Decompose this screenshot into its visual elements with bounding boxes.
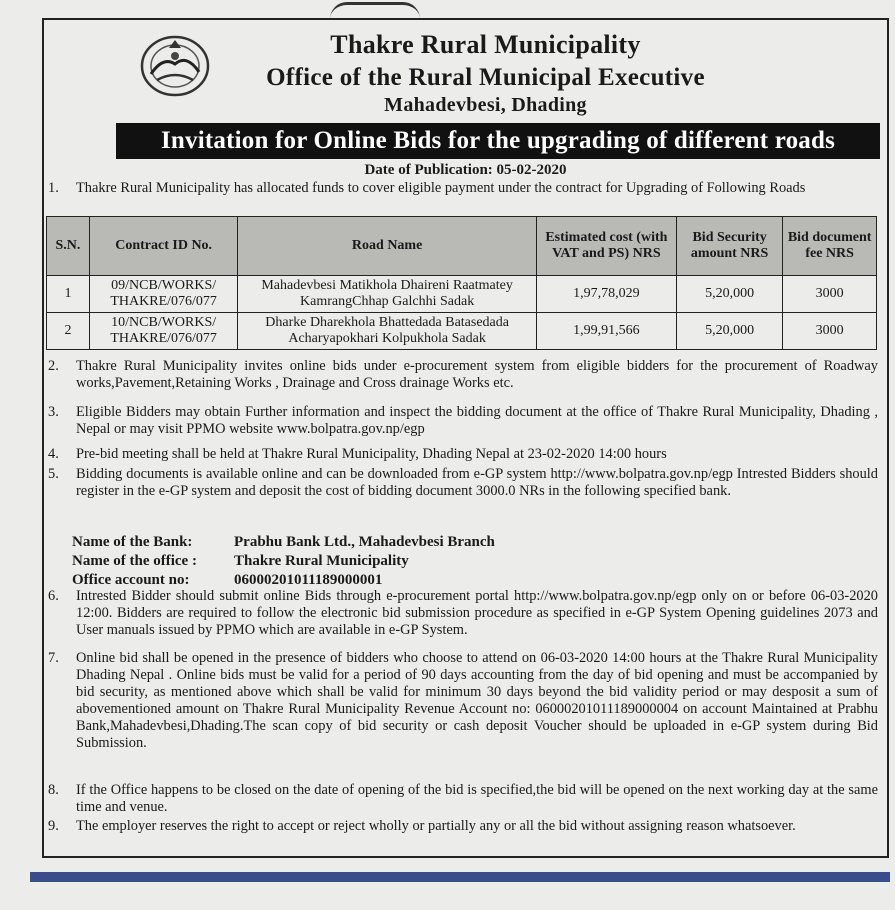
header-estimated-cost: Estimated cost (with VAT and PS) NRS: [536, 217, 676, 276]
cell-estimated-cost: 1,99,91,566: [536, 313, 676, 350]
office-name-value: Thakre Rural Municipality: [234, 553, 409, 569]
publication-date: Date of Publication: 05-02-2020: [364, 162, 567, 178]
paragraph-text: Thakre Rural Municipality invites online bids under e-procurement system from eligible bidders for the procurement of Roadway works,Pavement,Retaining Works , Drainage and Cross drainage Works etc.: [76, 358, 878, 391]
roads-table: [46, 216, 877, 350]
notice-title-banner: Invitation for Online Bids for the upgrading of different roads: [116, 123, 880, 159]
cell-road-name: Dharke Dharekhola Bhattedada Batasedada Acharyapokhari Kolpukhola Sadak: [238, 313, 536, 350]
bottom-color-strip: [30, 872, 890, 882]
cell-document-fee: 3000: [783, 313, 877, 350]
municipality-name: Thakre Rural Municipality: [330, 30, 641, 59]
cell-bid-security: 5,20,000: [676, 313, 782, 350]
paragraph-text: Intrested Bidder should submit online Bids through e-procurement portal http://www.bolpatra.gov.np/egp only on or before 06-03-2020 12:00. Bidders are required to follow the electronic bid submission procedure as specified in e-GP System Opening guidelines 2073 and User manuals issued by PPMO which are available in e-GP System.: [76, 588, 878, 638]
table-row: [47, 313, 877, 350]
paragraph-3: [50, 404, 878, 438]
header-sn: S.N.: [47, 217, 90, 276]
paragraph-4: [50, 446, 878, 463]
paragraph-text: The employer reserves the right to accept or reject wholly or partially any or all the bid without assigning reason whatsoever.: [76, 818, 796, 834]
paragraph-text: Pre-bid meeting shall be held at Thakre Rural Municipality, Dhading Nepal at 23-02-2020 14:00 hours: [76, 446, 667, 462]
paragraph-text: Eligible Bidders may obtain Further information and inspect the bidding document at the office of Thakre Rural Municipality, Dhading , Nepal or may visit PPMO website www.bolpatra.gov.np/egp: [76, 404, 878, 437]
cell-road-name: Mahadevbesi Matikhola Dhaireni Raatmatey KamrangChhap Galchhi Sadak: [238, 276, 536, 313]
bank-name-label: Name of the Bank:: [72, 534, 193, 550]
notice-header: [44, 20, 887, 120]
account-value: 06000201011189000001: [234, 572, 383, 588]
account-label: Office account no:: [72, 572, 190, 588]
header-document-fee: Bid document fee NRS: [783, 217, 877, 276]
header-bid-security: Bid Security amount NRS: [676, 217, 782, 276]
cell-contract-id: 09/NCB/WORKS/ THAKRE/076/077: [89, 276, 238, 313]
paragraph-number: 7.: [48, 650, 59, 666]
torn-edge-mark: [330, 2, 420, 19]
paragraph-number: 3.: [48, 404, 59, 420]
paragraph-text: Online bid shall be opened in the presence of bidders who choose to attend on 06-03-2020 14:00 hours at the Thakre Rural Municipality Dhading Nepal . Online bids must be valid for a period of 90 days accounting from the day of bid opening and must be accompanied by bid security, as mentioned above which shall be valid for minimum 30 days beyond the bid validity period or may desposit a sum of abovementioned amount on Thakre Rural Municipality Revenue Account no: 06000201011189000004 on account Maintained at Prabhu Bank,Mahadevbesi,Dhading.The scan copy of bid security or cash deposit Voucher should be uploaded in e-GP system during Bid Submission.: [76, 650, 878, 751]
paragraph-number: 9.: [48, 818, 59, 834]
paragraph-7: [50, 650, 878, 752]
cell-document-fee: 3000: [783, 276, 877, 313]
paragraph-text: If the Office happens to be closed on the date of opening of the bid is specified,the bid will be opened on the next working day at the same time and venue.: [76, 782, 878, 815]
cell-sn: 2: [47, 313, 90, 350]
cell-contract-id: 10/NCB/WORKS/ THAKRE/076/077: [89, 313, 238, 350]
paragraph-2: [50, 358, 878, 392]
paragraph-9: [50, 818, 878, 835]
paragraph-1: [50, 180, 878, 197]
bank-name-value: Prabhu Bank Ltd., Mahadevbesi Branch: [234, 534, 495, 550]
office-location: Mahadevbesi, Dhading: [384, 94, 587, 116]
table-header-row: [47, 217, 877, 276]
paragraph-8: [50, 782, 878, 816]
paragraph-text: Thakre Rural Municipality has allocated funds to cover eligible payment under the contract for Upgrading of Following Roads: [76, 180, 806, 196]
office-name: Office of the Rural Municipal Executive: [266, 64, 705, 91]
office-name-label: Name of the office :: [72, 553, 197, 569]
header-contract-id: Contract ID No.: [89, 217, 238, 276]
paragraph-text: Bidding documents is available online and can be downloaded from e-GP system http://www.bolpatra.gov.np/egp Intrested Bidders should register in the e-GP system and deposit the cost of bidding document 3000.0 NRs in the following specified bank.: [76, 466, 878, 499]
notice-frame: [42, 18, 889, 858]
table-row: [47, 276, 877, 313]
paragraph-6: [50, 588, 878, 639]
cell-sn: 1: [47, 276, 90, 313]
paragraph-number: 6.: [48, 588, 59, 604]
cell-bid-security: 5,20,000: [676, 276, 782, 313]
header-road-name: Road Name: [238, 217, 536, 276]
paragraph-number: 2.: [48, 358, 59, 374]
paragraph-5: [50, 466, 878, 500]
paragraph-number: 8.: [48, 782, 59, 798]
paragraph-number: 5.: [48, 466, 59, 482]
cell-estimated-cost: 1,97,78,029: [536, 276, 676, 313]
paragraph-number: 1.: [48, 180, 59, 196]
paragraph-number: 4.: [48, 446, 59, 462]
